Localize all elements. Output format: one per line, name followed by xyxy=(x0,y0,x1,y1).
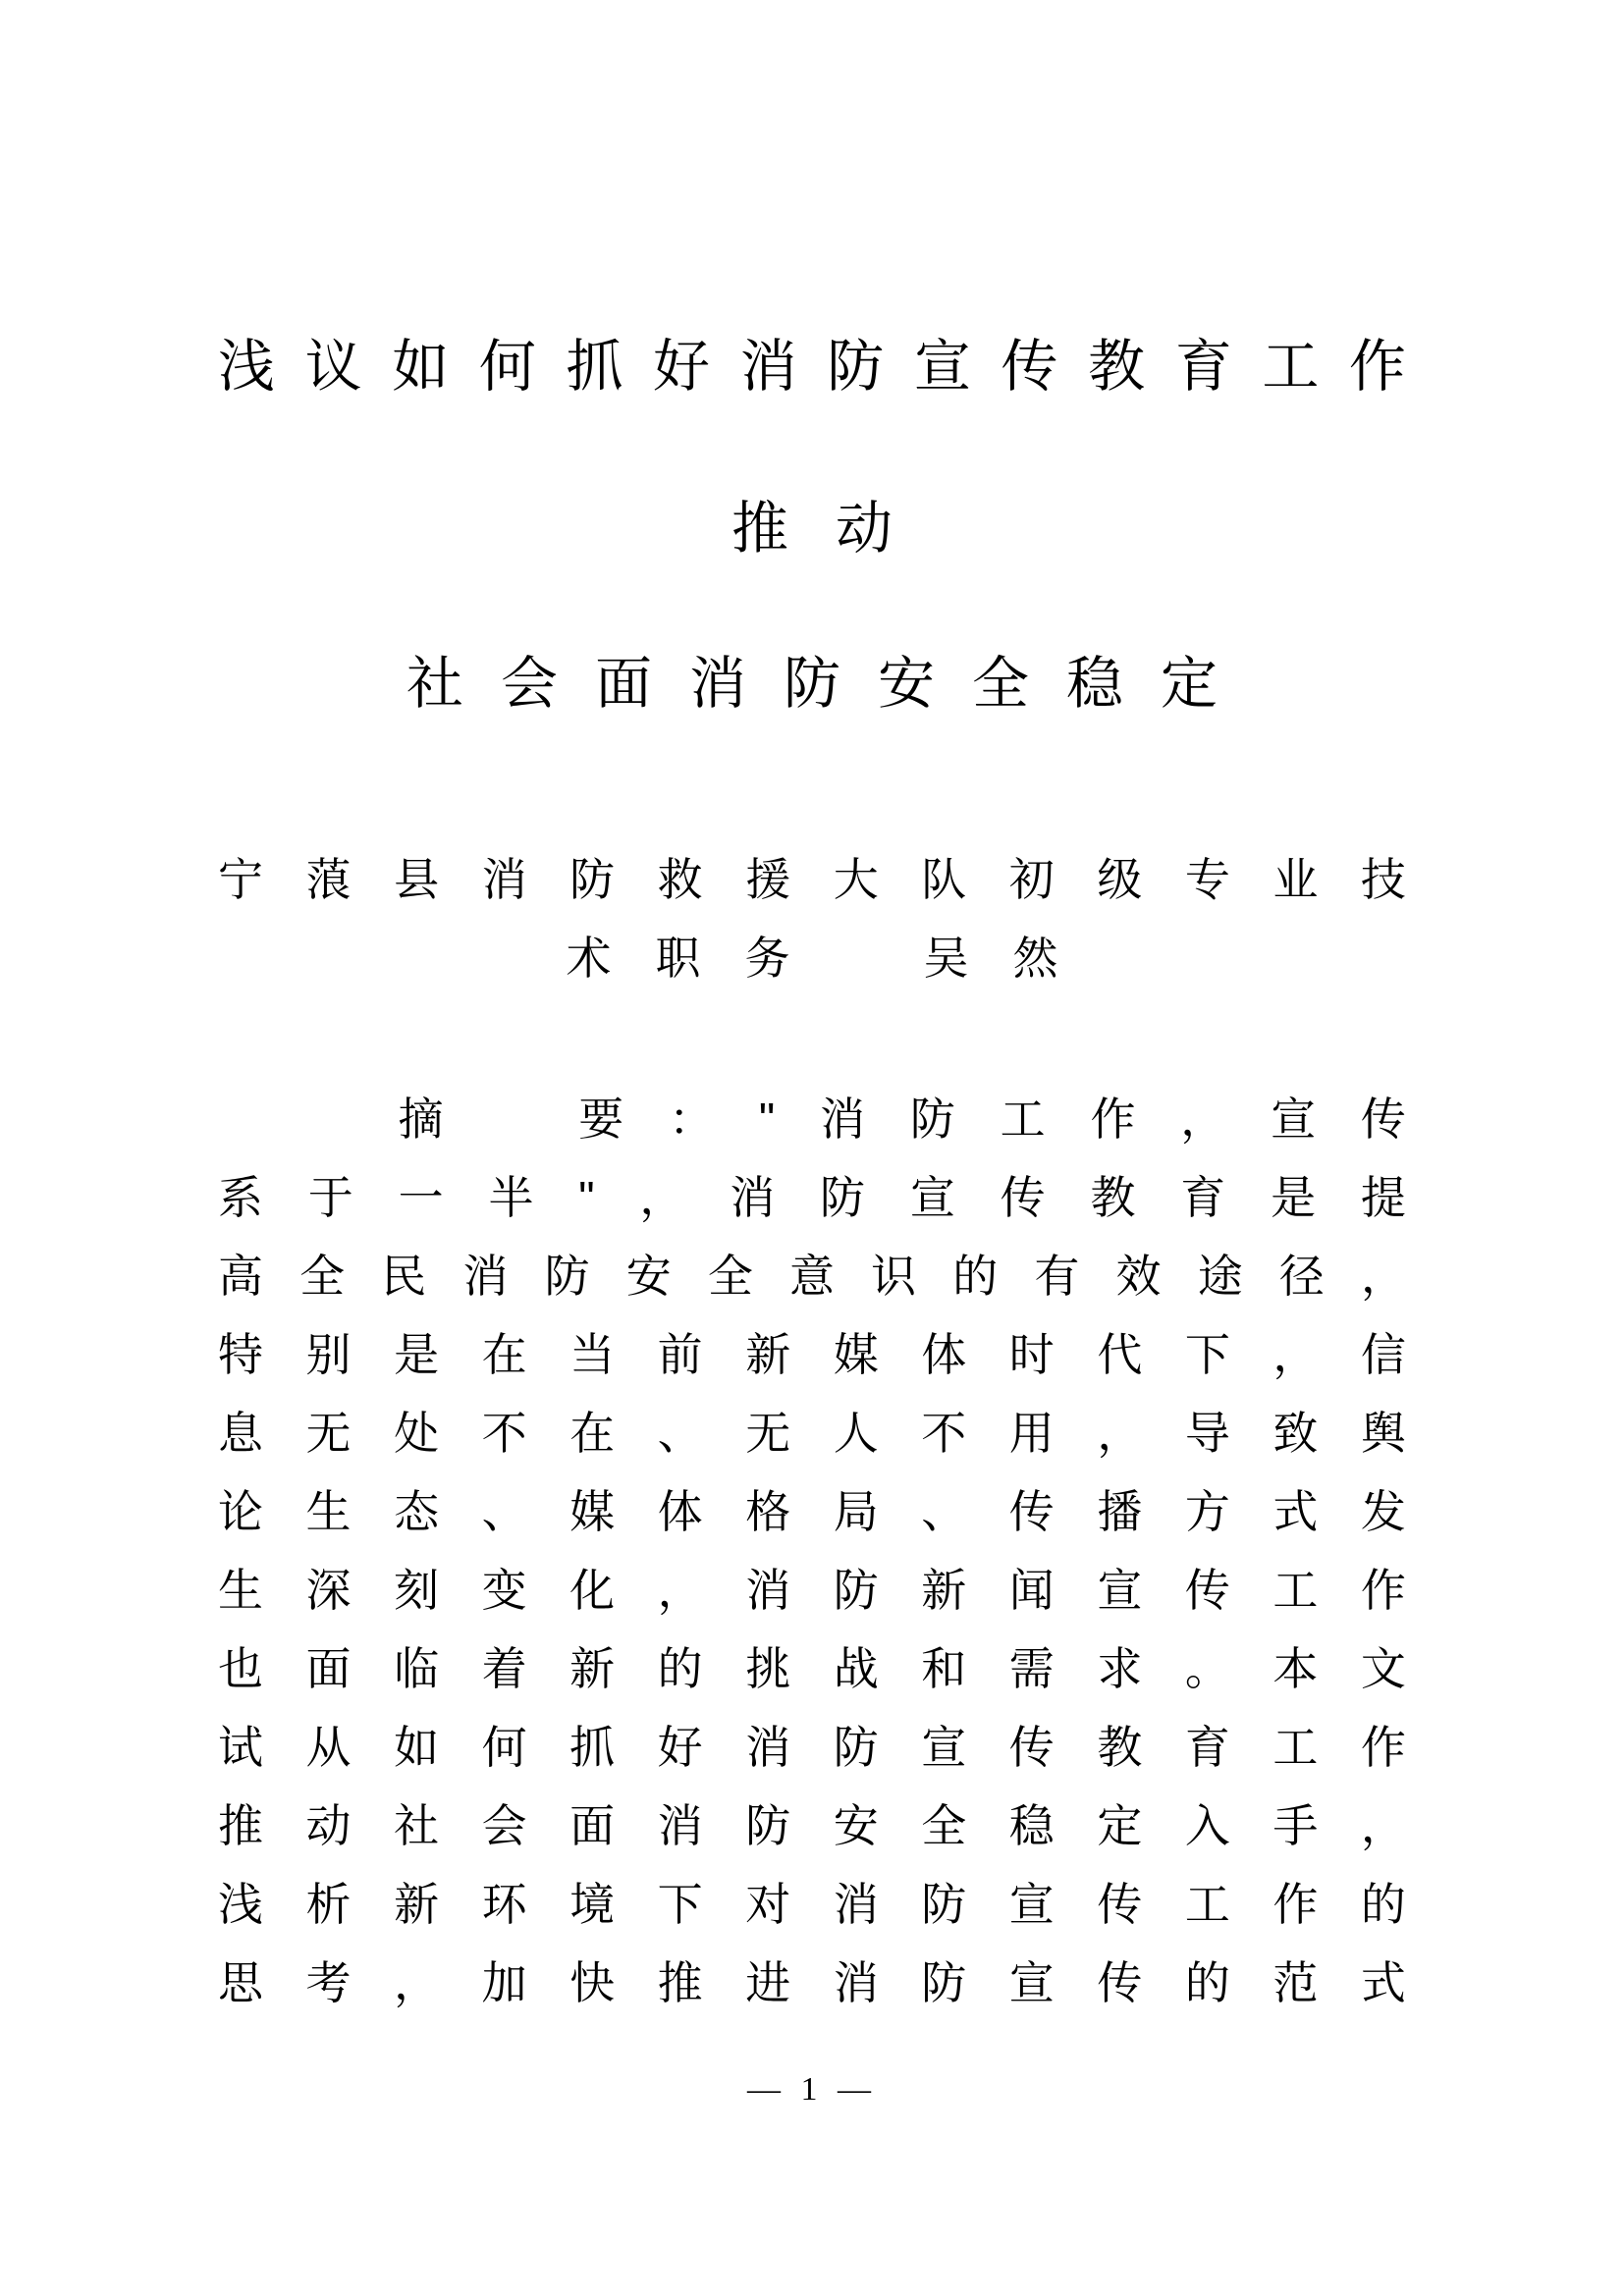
char: 无 xyxy=(745,1408,791,1459)
char: 一 xyxy=(398,1172,444,1223)
char: 定 xyxy=(1097,1800,1143,1851)
char: 体 xyxy=(921,1329,967,1380)
char: 方 xyxy=(1184,1486,1230,1537)
char: 队 xyxy=(921,854,967,905)
char: 不 xyxy=(921,1408,967,1459)
char: 安 xyxy=(625,1251,672,1302)
char: 防 xyxy=(827,335,885,399)
char: 手 xyxy=(1272,1800,1319,1851)
char: 宣 xyxy=(1097,1565,1143,1616)
char: 无 xyxy=(305,1408,352,1459)
char: 当 xyxy=(569,1329,616,1380)
char: 态 xyxy=(394,1486,440,1537)
char: 工 xyxy=(1262,335,1320,399)
char: 在 xyxy=(569,1408,616,1459)
char: 试 xyxy=(218,1722,263,1773)
char: 传 xyxy=(1008,1722,1055,1773)
char: 防 xyxy=(833,1722,879,1773)
char: 挑 xyxy=(745,1643,791,1694)
char: 教 xyxy=(1088,335,1146,399)
char: 浅 xyxy=(218,1879,263,1930)
abstract-line xyxy=(218,1957,1406,2008)
char: 蒗 xyxy=(305,854,352,905)
char: 社 xyxy=(406,652,463,716)
char: 工 xyxy=(1272,1722,1319,1773)
char: 消 xyxy=(688,652,746,716)
char: 抓 xyxy=(569,1722,616,1773)
char: 消 xyxy=(739,335,797,399)
char: 加 xyxy=(481,1957,527,2008)
char: 防 xyxy=(569,854,616,905)
char: 式 xyxy=(1360,1957,1406,2008)
char: 宣 xyxy=(921,1722,967,1773)
char: 、 xyxy=(657,1408,703,1459)
char: 媒 xyxy=(569,1486,616,1537)
abstract-line xyxy=(218,1565,1406,1616)
char: 临 xyxy=(394,1643,440,1694)
char: 稳 xyxy=(1008,1800,1055,1851)
abstract-line xyxy=(218,1879,1406,1930)
char: 全 xyxy=(707,1251,753,1302)
char: 消 xyxy=(730,1172,776,1223)
char: 何 xyxy=(478,335,536,399)
char: 别 xyxy=(305,1329,352,1380)
char: 防 xyxy=(820,1172,866,1223)
char: 深 xyxy=(305,1565,352,1616)
char: 意 xyxy=(788,1251,835,1302)
char: 防 xyxy=(833,1565,879,1616)
char: 职 xyxy=(655,933,701,984)
char: 作 xyxy=(1348,335,1406,399)
char: 消 xyxy=(833,1879,879,1930)
char: 然 xyxy=(1012,933,1058,984)
char: " xyxy=(578,1172,595,1223)
char: 时 xyxy=(1008,1329,1055,1380)
char: 闻 xyxy=(1008,1565,1055,1616)
char: 的 xyxy=(657,1643,703,1694)
char: 宁 xyxy=(218,854,263,905)
char: ， xyxy=(1180,1094,1226,1145)
char: 好 xyxy=(653,335,711,399)
char: 体 xyxy=(657,1486,703,1537)
char: 会 xyxy=(481,1800,527,1851)
char: 生 xyxy=(305,1486,352,1537)
abstract-line xyxy=(218,1722,1406,1773)
char: 初 xyxy=(1008,854,1055,905)
char: 析 xyxy=(305,1879,352,1930)
char: 消 xyxy=(833,1957,879,2008)
char: 播 xyxy=(1097,1486,1143,1537)
char: 全 xyxy=(972,652,1030,716)
char: 推 xyxy=(218,1800,263,1851)
char: 工 xyxy=(1000,1094,1046,1145)
char: 从 xyxy=(305,1722,352,1773)
char: 刻 xyxy=(394,1565,440,1616)
char: 变 xyxy=(481,1565,527,1616)
char: 局 xyxy=(833,1486,879,1537)
char: 民 xyxy=(381,1251,427,1302)
char: 格 xyxy=(745,1486,791,1537)
char: 定 xyxy=(1161,652,1218,716)
char: 级 xyxy=(1097,854,1143,905)
char: 消 xyxy=(745,1722,791,1773)
byline-line-1 xyxy=(218,854,1406,905)
char: 、 xyxy=(921,1486,967,1537)
char: 高 xyxy=(218,1251,263,1302)
char: 面 xyxy=(594,652,652,716)
char: 途 xyxy=(1197,1251,1243,1302)
char: 传 xyxy=(1360,1094,1406,1145)
char: 新 xyxy=(569,1643,616,1694)
char: 作 xyxy=(1360,1722,1406,1773)
char: 面 xyxy=(569,1800,616,1851)
char: 消 xyxy=(462,1251,509,1302)
char: 、 xyxy=(481,1486,527,1537)
char: 防 xyxy=(544,1251,590,1302)
char: 也 xyxy=(218,1643,263,1694)
char: 识 xyxy=(871,1251,917,1302)
char: 作 xyxy=(1360,1565,1406,1616)
char: 业 xyxy=(1272,854,1319,905)
char: 浅 xyxy=(218,335,276,399)
char: 系 xyxy=(218,1172,263,1223)
char: 提 xyxy=(1360,1172,1406,1223)
char: 推 xyxy=(657,1957,703,2008)
char: 有 xyxy=(1034,1251,1080,1302)
char: 务 xyxy=(744,933,790,984)
char: 防 xyxy=(921,1957,967,2008)
char: 是 xyxy=(394,1329,440,1380)
abstract-line xyxy=(218,1408,1406,1459)
abstract-line xyxy=(218,1800,1406,1851)
char: 传 xyxy=(1184,1565,1230,1616)
char: 致 xyxy=(1272,1408,1319,1459)
char: 考 xyxy=(305,1957,352,2008)
char: 的 xyxy=(1184,1957,1230,2008)
char: 消 xyxy=(481,854,527,905)
char: 摘 xyxy=(398,1094,444,1145)
char: 的 xyxy=(952,1251,999,1302)
char: 县 xyxy=(394,854,440,905)
char: 是 xyxy=(1271,1172,1317,1223)
char: 传 xyxy=(1097,1879,1143,1930)
char: 教 xyxy=(1097,1722,1143,1773)
char: 新 xyxy=(921,1565,967,1616)
abstract-line xyxy=(218,1329,1406,1380)
title-line-1 xyxy=(218,335,1406,399)
abstract-line xyxy=(218,1251,1406,1302)
char: 战 xyxy=(833,1643,879,1694)
char: 教 xyxy=(1090,1172,1136,1223)
char: 代 xyxy=(1097,1329,1143,1380)
char: 专 xyxy=(1184,854,1230,905)
char: 工 xyxy=(1184,1879,1230,1930)
char: 吴 xyxy=(923,933,969,984)
char: 宣 xyxy=(1008,1879,1055,1930)
char: ， xyxy=(1360,1251,1406,1302)
char: 技 xyxy=(1360,854,1406,905)
char: 前 xyxy=(657,1329,703,1380)
char: 作 xyxy=(1272,1879,1319,1930)
char: 宣 xyxy=(913,335,971,399)
title-line-2 xyxy=(0,497,1624,561)
char: 消 xyxy=(820,1094,866,1145)
char: 传 xyxy=(1008,1486,1055,1537)
char: 安 xyxy=(878,652,936,716)
char: 思 xyxy=(218,1957,263,2008)
char: 文 xyxy=(1360,1643,1406,1694)
char: 防 xyxy=(783,652,840,716)
char: 半 xyxy=(488,1172,534,1223)
char: ， xyxy=(639,1172,685,1223)
char: 息 xyxy=(218,1408,263,1459)
char: 不 xyxy=(481,1408,527,1459)
char: 本 xyxy=(1272,1643,1319,1694)
char: 传 xyxy=(1097,1957,1143,2008)
char: 在 xyxy=(481,1329,527,1380)
char: 安 xyxy=(833,1800,879,1851)
char: 信 xyxy=(1360,1329,1406,1380)
char: 下 xyxy=(657,1879,703,1930)
char: 好 xyxy=(657,1722,703,1773)
char: 防 xyxy=(921,1879,967,1930)
char: 生 xyxy=(218,1565,263,1616)
char: 防 xyxy=(909,1094,955,1145)
char: ， xyxy=(657,1565,703,1616)
char: 如 xyxy=(394,1722,440,1773)
page-number: — 1 — xyxy=(747,2071,877,2108)
char: 境 xyxy=(569,1879,616,1930)
char: 。 xyxy=(1184,1643,1230,1694)
char: 面 xyxy=(305,1643,352,1694)
char: 会 xyxy=(500,652,558,716)
char: 稳 xyxy=(1066,652,1124,716)
char: 宣 xyxy=(1008,1957,1055,2008)
char: 术 xyxy=(566,933,612,984)
char: 媒 xyxy=(833,1329,879,1380)
byline-line-2 xyxy=(0,933,1624,984)
abstract-line xyxy=(218,1486,1406,1537)
char: 对 xyxy=(745,1879,791,1930)
char: ： xyxy=(669,1094,715,1145)
char: 议 xyxy=(304,335,362,399)
char: 工 xyxy=(1272,1565,1319,1616)
char: 何 xyxy=(481,1722,527,1773)
char: 育 xyxy=(1184,1722,1230,1773)
char: 径 xyxy=(1278,1251,1325,1302)
char: 社 xyxy=(394,1800,440,1851)
char: 全 xyxy=(921,1800,967,1851)
char: 大 xyxy=(833,854,879,905)
char: 舆 xyxy=(1360,1408,1406,1459)
abstract-line xyxy=(218,1643,1406,1694)
char: 于 xyxy=(307,1172,353,1223)
char: 论 xyxy=(218,1486,263,1537)
char: 环 xyxy=(481,1879,527,1930)
char: 动 xyxy=(305,1800,352,1851)
abstract-line xyxy=(218,1094,1406,1145)
char: 新 xyxy=(745,1329,791,1380)
char: 范 xyxy=(1272,1957,1319,2008)
char: 消 xyxy=(745,1565,791,1616)
char: 作 xyxy=(1090,1094,1136,1145)
char: 宣 xyxy=(909,1172,955,1223)
char: 要 xyxy=(578,1094,624,1145)
char: 发 xyxy=(1360,1486,1406,1537)
char: 和 xyxy=(921,1643,967,1694)
char: 化 xyxy=(569,1565,616,1616)
char: 育 xyxy=(1174,335,1232,399)
char: 快 xyxy=(569,1957,616,2008)
char: 人 xyxy=(833,1408,879,1459)
char: ， xyxy=(1272,1329,1319,1380)
char: 的 xyxy=(1360,1879,1406,1930)
char: 抓 xyxy=(566,335,623,399)
char: " xyxy=(758,1094,776,1145)
char: 防 xyxy=(745,1800,791,1851)
char: 传 xyxy=(1000,1172,1046,1223)
char: 式 xyxy=(1272,1486,1319,1537)
char: 如 xyxy=(392,335,450,399)
char: 推 xyxy=(731,497,788,561)
char: 效 xyxy=(1115,1251,1162,1302)
abstract-line xyxy=(218,1172,1406,1223)
char: 消 xyxy=(657,1800,703,1851)
char: 用 xyxy=(1008,1408,1055,1459)
char: 需 xyxy=(1008,1643,1055,1694)
char: 育 xyxy=(1180,1172,1226,1223)
char: 入 xyxy=(1184,1800,1230,1851)
char: 动 xyxy=(836,497,893,561)
char: 下 xyxy=(1184,1329,1230,1380)
char: 宣 xyxy=(1271,1094,1317,1145)
char: 进 xyxy=(745,1957,791,2008)
char: ， xyxy=(1097,1408,1143,1459)
title-line-3 xyxy=(0,652,1624,716)
char: ， xyxy=(1360,1800,1406,1851)
char: 特 xyxy=(218,1329,263,1380)
char: 新 xyxy=(394,1879,440,1930)
char: 传 xyxy=(1001,335,1058,399)
char: 救 xyxy=(657,854,703,905)
char: 导 xyxy=(1184,1408,1230,1459)
char: 处 xyxy=(394,1408,440,1459)
char: 全 xyxy=(299,1251,346,1302)
char: ， xyxy=(394,1957,440,2008)
char: 求 xyxy=(1097,1643,1143,1694)
char: 援 xyxy=(745,854,791,905)
char: 着 xyxy=(481,1643,527,1694)
